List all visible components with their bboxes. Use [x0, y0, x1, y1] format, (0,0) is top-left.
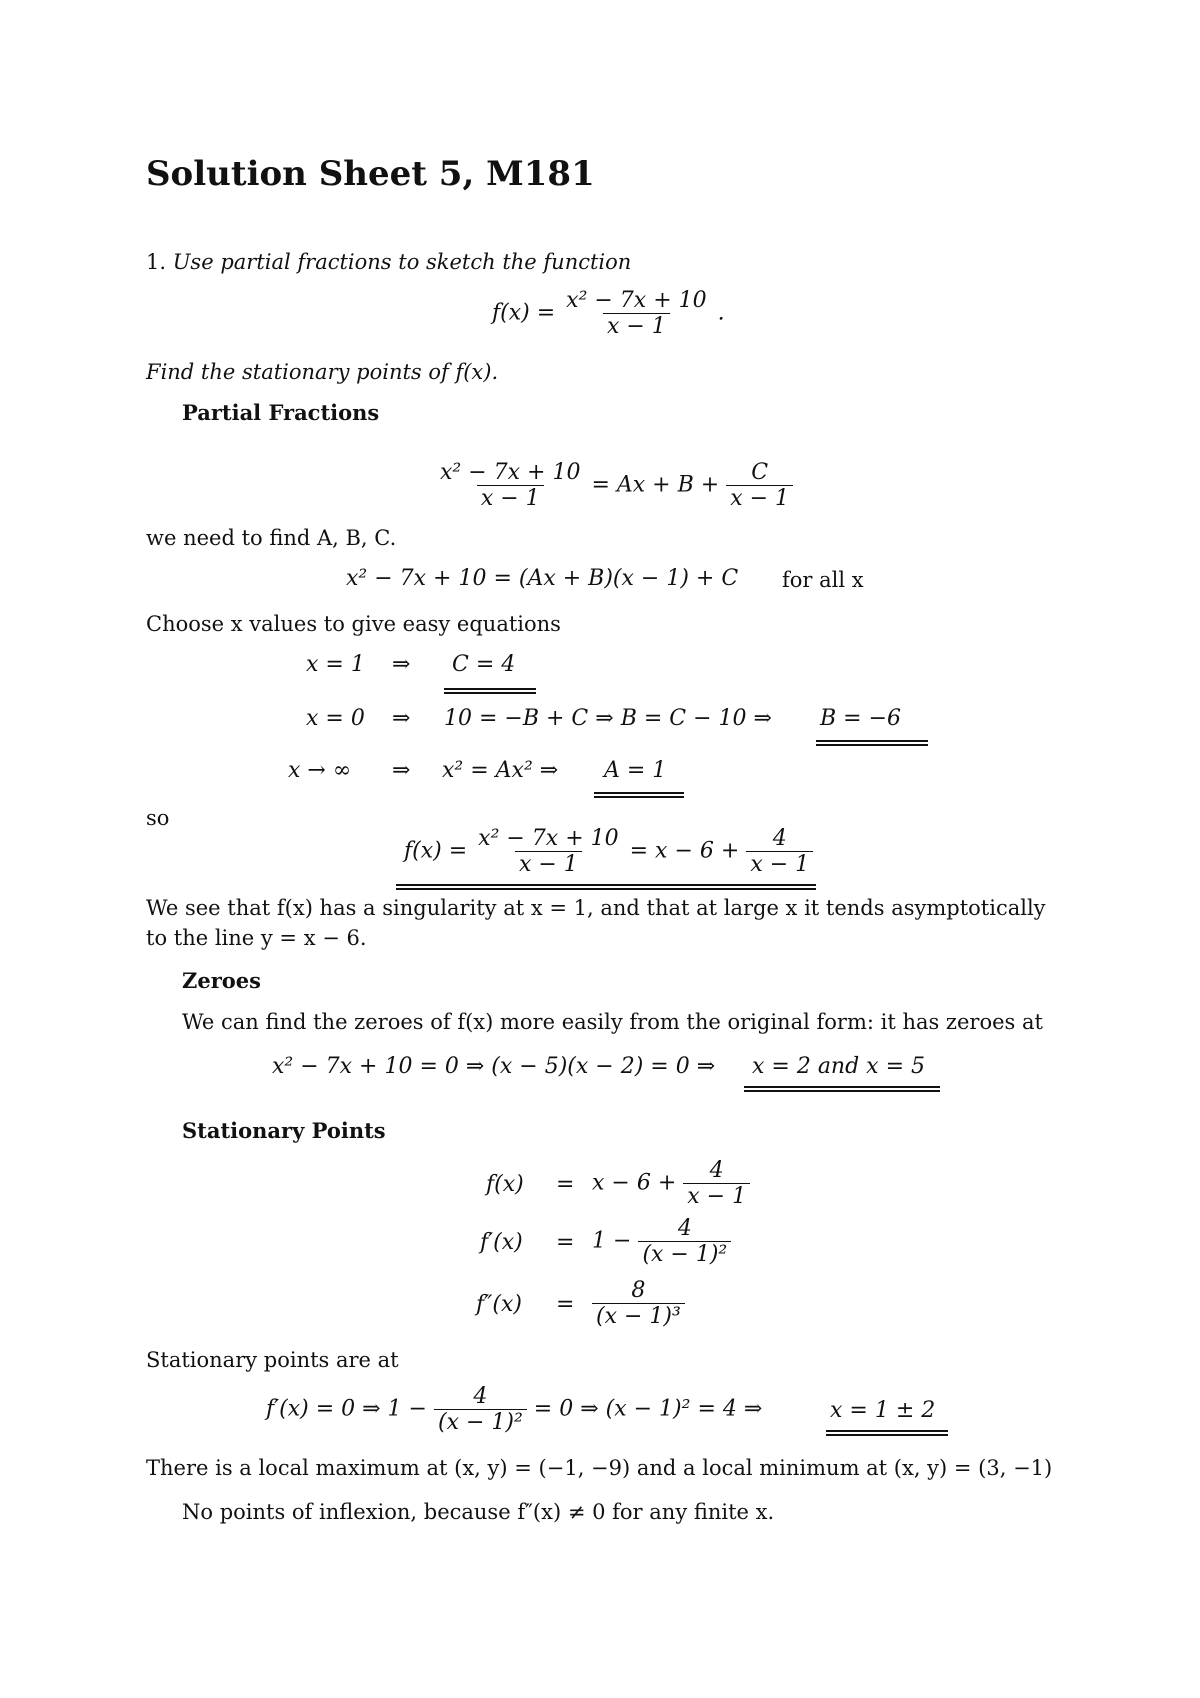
zeroes-double-underline [744, 1086, 940, 1092]
row2-arrow: ⇒ [392, 706, 411, 731]
final-denominator: x − 1 [515, 851, 582, 877]
sp-line3-denominator: (x − 1)³ [592, 1303, 685, 1329]
sp-line3-numerator: 8 [631, 1278, 646, 1303]
sp-line2-eq: = [556, 1230, 575, 1255]
sp-line1-denominator: x − 1 [683, 1183, 750, 1209]
pf-numerator: x² − 7x + 10 [440, 460, 581, 485]
row2-result: B = −6 [820, 706, 902, 731]
function-definition [492, 288, 725, 339]
final-lhs: f(x) = [404, 838, 468, 864]
row2-middle: 10 = −B + C ⇒ B = C − 10 ⇒ [444, 706, 772, 731]
row2-double-underline [816, 740, 928, 746]
sp-line3-eq: = [556, 1292, 575, 1317]
f-numerator: x² − 7x + 10 [566, 288, 707, 313]
sp-line3-lhs: f″(x) [476, 1292, 522, 1317]
pf-c-numerator: C [751, 460, 769, 485]
pf-c-fraction [726, 460, 793, 511]
f-denominator: x − 1 [603, 313, 670, 339]
sp-line2-denominator: (x − 1)² [638, 1241, 731, 1267]
so-word: so [146, 806, 170, 830]
final-form [404, 826, 813, 877]
f-lhs: f(x) = [492, 300, 556, 326]
condition-middle: = 0 ⇒ (x − 1)² = 4 ⇒ [533, 1396, 763, 1422]
f-end: . [717, 300, 725, 326]
zeroes-heading: Zeroes [182, 968, 261, 993]
pf-c-denominator: x − 1 [726, 485, 793, 511]
sp-line2-lhs: f′(x) [480, 1230, 523, 1255]
sp-line1-eq: = [556, 1172, 575, 1197]
stationary-points-heading: Stationary Points [182, 1118, 386, 1143]
pf-fraction [436, 460, 584, 511]
row1-double-underline [444, 688, 536, 694]
sp-line3-fraction [592, 1278, 685, 1329]
asymptote-text-1: We see that f(x) has a singularity at x = 1, and that at large x it tends asymptotically [146, 896, 1046, 920]
f-fraction [562, 288, 710, 339]
choose-values: Choose x values to give easy equations [146, 612, 561, 636]
for-all-x: for all x [782, 568, 864, 592]
asymptote-text-2: to the line y = x − 6. [146, 926, 367, 950]
question-number: 1. [146, 250, 167, 274]
final-c-numerator: 4 [772, 826, 787, 851]
zeroes-equation: x² − 7x + 10 = 0 ⇒ (x − 5)(x − 2) = 0 ⇒ [272, 1054, 716, 1079]
question-line [146, 250, 631, 274]
need-to-find: we need to find A, B, C. [146, 526, 397, 550]
row3-middle: x² = Ax² ⇒ [442, 758, 559, 783]
max-min-statement: There is a local maximum at (x, y) = (−1, −9) and a local minimum at (x, y) = (3, −1) [146, 1456, 1053, 1480]
row3-double-underline [594, 792, 684, 798]
row3-result: A = 1 [604, 758, 667, 783]
zeroes-text: We can find the zeroes of f(x) more easily from the original form: it has zeroes at [182, 1010, 1043, 1034]
final-middle: = x − 6 + [629, 838, 740, 864]
sp-line1-numerator: 4 [709, 1158, 724, 1183]
row3-arrow: ⇒ [392, 758, 411, 783]
stationary-are-at: Stationary points are at [146, 1348, 399, 1372]
identity-equation: x² − 7x + 10 = (Ax + B)(x − 1) + C [346, 566, 739, 591]
final-numerator: x² − 7x + 10 [478, 826, 619, 851]
stationary-condition [266, 1384, 762, 1435]
final-c-fraction [746, 826, 813, 877]
condition-lhs: f′(x) = 0 ⇒ 1 − [266, 1396, 427, 1422]
sp-line2-numerator: 4 [677, 1216, 692, 1241]
condition-result: x = 1 ± 2 [830, 1398, 936, 1423]
partial-fractions-heading: Partial Fractions [182, 400, 380, 425]
condition-denominator: (x − 1)² [434, 1409, 527, 1435]
find-instruction: Find the stationary points of f(x). [146, 360, 499, 384]
condition-double-underline [826, 1430, 948, 1436]
row1-lhs: x = 1 [306, 652, 365, 677]
zeroes-result: x = 2 and x = 5 [752, 1054, 926, 1079]
inflexion-statement: No points of inflexion, because f″(x) ≠ 0 for any finite x. [182, 1500, 775, 1524]
sp-line2-rhs [592, 1216, 731, 1267]
row1-arrow: ⇒ [392, 652, 411, 677]
pf-denominator: x − 1 [477, 485, 544, 511]
row2-lhs: x = 0 [306, 706, 365, 731]
sp-line1-rhs [592, 1158, 750, 1209]
final-fraction [474, 826, 622, 877]
condition-fraction [434, 1384, 527, 1435]
final-c-denominator: x − 1 [746, 851, 813, 877]
question-prompt: Use partial fractions to sketch the function [172, 250, 632, 274]
final-double-underline [396, 884, 816, 890]
condition-numerator: 4 [473, 1384, 488, 1409]
sp-line1-lhs: f(x) [486, 1172, 524, 1197]
sp-line2-rhs-text: 1 − [592, 1228, 632, 1254]
pf-middle: = Ax + B + [591, 472, 720, 498]
row3-lhs: x → ∞ [288, 758, 352, 783]
partial-fraction-form [436, 460, 793, 511]
sp-line1-fraction [683, 1158, 750, 1209]
row1-result: C = 4 [452, 652, 516, 677]
sp-line1-rhs-text: x − 6 + [592, 1170, 677, 1196]
sp-line3-rhs [592, 1278, 685, 1329]
sp-line2-fraction [638, 1216, 731, 1267]
page-title: Solution Sheet 5, M181 [146, 154, 595, 194]
